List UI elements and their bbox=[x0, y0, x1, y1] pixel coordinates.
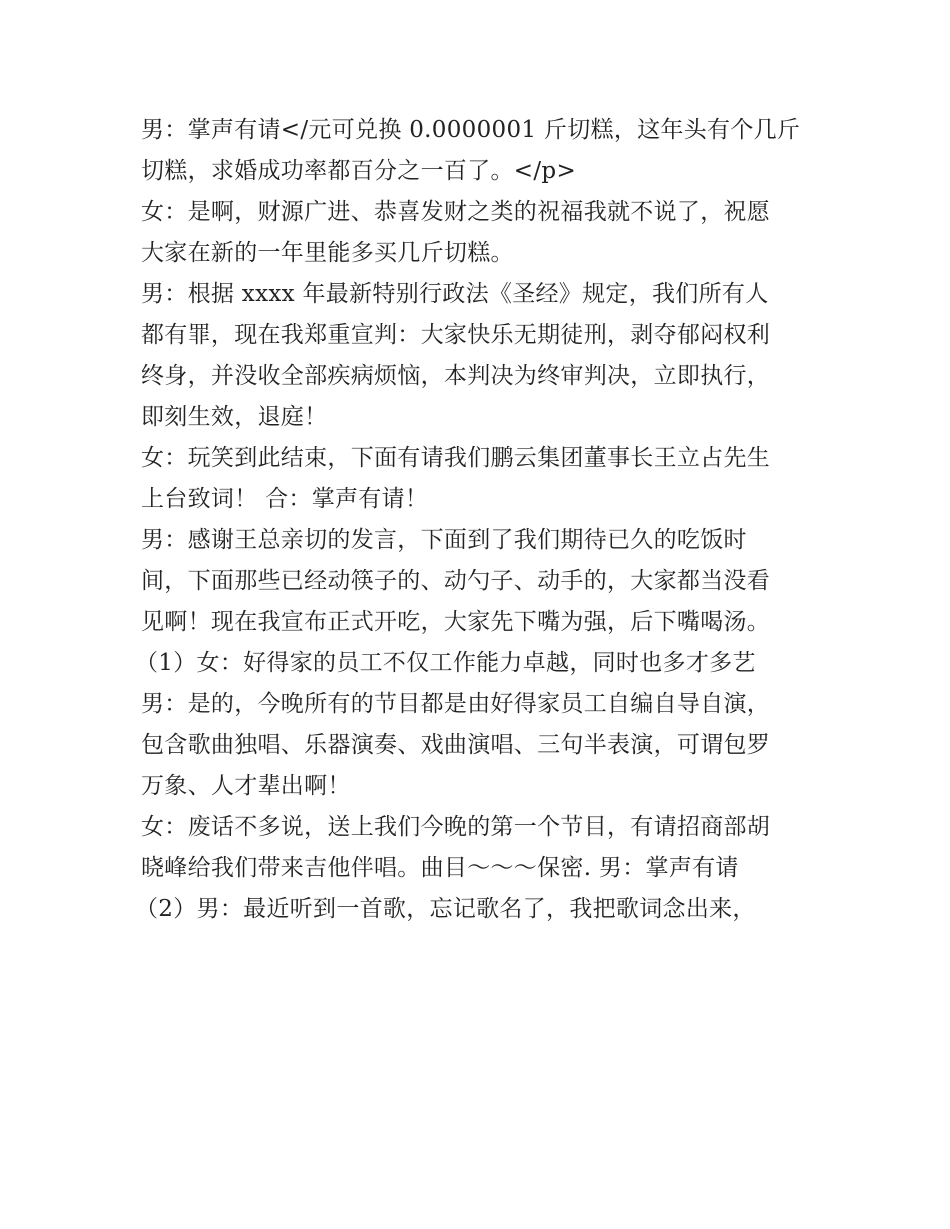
text-line: 女：废话不多说，送上我们今晚的第一个节目，有请招商部胡 bbox=[141, 814, 771, 840]
text-line: 间，下面那些已经动筷子的、动勺子、动手的，大家都当没看 bbox=[141, 568, 771, 594]
text-line: 男：掌声有请</元可兑换 0.0000001 斤切糕，这年头有个几斤 bbox=[141, 117, 801, 143]
text-line: 上台致词！ 合：掌声有请！ bbox=[141, 486, 429, 512]
text-line: 男：是的，今晚所有的节目都是由好得家员工自编自导自演， bbox=[141, 691, 771, 717]
text-line: 见啊！现在我宣布正式开吃，大家先下嘴为强，后下嘴喝汤。 bbox=[141, 609, 771, 635]
text-line: 男：感谢王总亲切的发言，下面到了我们期待已久的吃饭时 bbox=[141, 527, 747, 553]
document-body bbox=[135, 110, 821, 930]
text-line: 终身，并没收全部疾病烦恼，本判决为终审判决，立即执行， bbox=[141, 363, 771, 389]
text-line: 女：是啊，财源广进、恭喜发财之类的祝福我就不说了，祝愿 bbox=[141, 199, 771, 225]
text-line: 女：玩笑到此结束，下面有请我们鹏云集团董事长王立占先生 bbox=[141, 445, 771, 471]
text-line: 万象、人才辈出啊！ bbox=[141, 773, 351, 799]
text-line: 切糕，求婚成功率都百分之一百了。</p> bbox=[141, 158, 577, 184]
text-line: （2）男：最近听到一首歌，忘记歌名了，我把歌词念出来， bbox=[135, 896, 756, 922]
text-line: （1）女：好得家的员工不仅工作能力卓越，同时也多才多艺 bbox=[135, 650, 756, 676]
text-line: 男：根据 xxxx 年最新特别行政法《圣经》规定，我们所有人 bbox=[141, 281, 769, 307]
text-line: 晓峰给我们带来吉他伴唱。曲目～～～保密. 男：掌声有请 bbox=[141, 855, 739, 881]
text-line: 包含歌曲独唱、乐器演奏、戏曲演唱、三句半表演，可谓包罗 bbox=[141, 732, 771, 758]
text-line: 即刻生效，退庭！ bbox=[141, 404, 328, 430]
text-line: 都有罪，现在我郑重宣判：大家快乐无期徒刑，剥夺郁闷权利 bbox=[141, 322, 771, 348]
text-line: 大家在新的一年里能多买几斤切糕。 bbox=[141, 240, 514, 266]
